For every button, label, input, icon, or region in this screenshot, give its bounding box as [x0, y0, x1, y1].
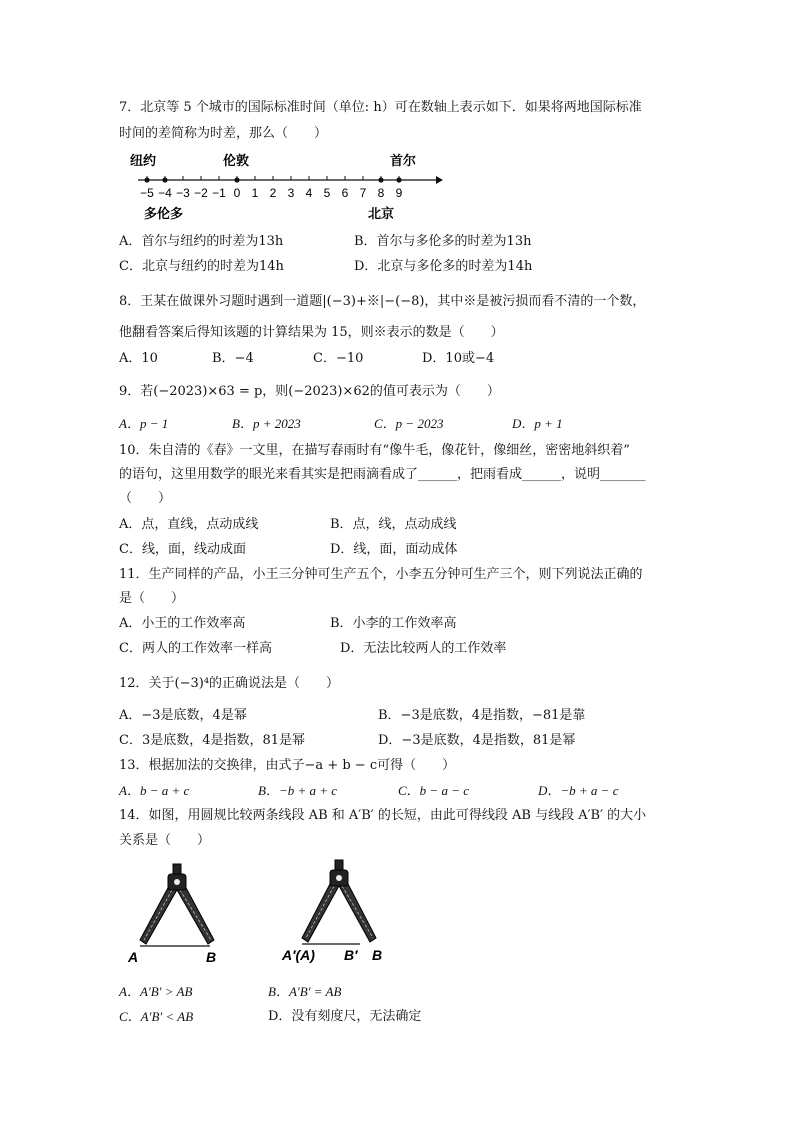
q11-stem-line1: 11．生产同样的产品，小王三分钟可生产五个，小李五分钟可生产三个，则下列说法正确的: [119, 567, 643, 582]
q7-option-a: A．首尔与纽约的时差为13h: [119, 234, 284, 249]
q14-option-a: A．A′B′ > AB: [119, 984, 193, 999]
q9-option-a: A．p − 1: [119, 416, 169, 431]
q9-option-d: D．p + 1: [512, 416, 563, 431]
q9-stem: 9．若(−2023)×63 = p，则(−2023)×62的值可表示为（ ）: [119, 384, 500, 399]
axis-tick-label: 0: [233, 186, 241, 200]
city-label-london: 伦敦: [223, 153, 250, 168]
city-label-beijing: 北京: [368, 206, 395, 221]
compass-figure-2: [280, 858, 390, 966]
q10-stem-line1: 10．朱自清的《春》一文里，在描写春雨时有“像牛毛，像花针，像细丝，密密地斜织着”: [119, 443, 630, 458]
point-london: [234, 177, 239, 182]
q12-option-a: A．−3是底数，4是幂: [119, 708, 247, 723]
q10-option-c: C．线，面，线动成面: [119, 542, 246, 557]
q13-option-d: D．−b + a − c: [538, 783, 619, 798]
q8-stem-line1: 8．王某在做课外习题时遇到一道题|(−3)+※|−(−8)，其中※是被污损而看不清的一个数，: [119, 294, 646, 309]
q12-option-b: B．−3是底数，4是指数，−81是靠: [378, 708, 586, 723]
q14-stem-line1: 14．如图，用圆规比较两条线段 AB 和 A′B′ 的长短，由此可得线段 AB 与线段 A′B′ 的大小: [119, 808, 647, 823]
q8-option-c: C．−10: [313, 351, 364, 366]
q8-option-d: D．10或−4: [422, 351, 495, 366]
compass-screw: [336, 875, 342, 881]
city-label-seoul: 首尔: [390, 153, 417, 168]
q14-stem-line2: 关系是（ ）: [119, 833, 211, 848]
q12-option-c: C．3是底数，4是指数，81是幂: [119, 733, 306, 748]
q7-stem-line2: 时间的差简称为时差，那么（ ）: [119, 126, 328, 141]
fig1-label-b: B: [206, 949, 217, 965]
axis-tick-label: 3: [287, 186, 295, 200]
fig2-label-b: B: [372, 947, 383, 963]
q13-option-b: B．−b + a + c: [258, 783, 338, 798]
axis-tick-label: −1: [212, 186, 226, 200]
compass-handle: [335, 860, 343, 870]
axis-tick-label: 6: [341, 186, 349, 200]
fig2-label-b-prime: B′: [344, 947, 358, 963]
q7-option-b: B．首尔与多伦多的时差为13h: [354, 234, 532, 249]
fig2-label-a-prime: A′(A): [282, 947, 315, 963]
axis-tick-label: −4: [158, 186, 172, 200]
axis-tick-label: 9: [395, 186, 403, 200]
axis-tick-label: −3: [176, 186, 190, 200]
city-label-toronto: 多伦多: [144, 206, 184, 221]
q14-option-d: D．没有刻度尺，无法确定: [268, 1009, 422, 1024]
q10-stem-line2: 的语句，这里用数学的眼光来看其实是把雨滴看成了______，把雨看成______，说明_______: [119, 467, 646, 482]
q11-option-a: A．小王的工作效率高: [119, 616, 246, 631]
q8-option-b: B．−4: [212, 351, 254, 366]
compass-right-leg: [176, 884, 214, 944]
city-label-newyork: 纽约: [130, 153, 157, 168]
point-newyork: [144, 177, 149, 182]
axis-tick-label: 2: [269, 186, 277, 200]
point-seoul: [396, 177, 401, 182]
q12-stem: 12．关于(−3)⁴的正确说法是（ ）: [119, 676, 340, 691]
q8-stem-line2: 他翻看答案后得知该题的计算结果为 15，则※表示的数是（ ）: [119, 325, 504, 340]
q14-option-b: B．A′B′ = AB: [268, 984, 342, 999]
q13-option-a: A．b − a + c: [119, 783, 190, 798]
axis-tick-label: 8: [377, 186, 385, 200]
q10-option-d: D．线，面，面动成体: [330, 542, 458, 557]
q9-option-b: B．p + 2023: [232, 416, 301, 431]
q10-option-b: B．点，线，点动成线: [330, 517, 457, 532]
axis-tick-label: −2: [194, 186, 208, 200]
q7-stem-line1: 7．北京等 5 个城市的国际标准时间（单位: h）可在数轴上表示如下．如果将两地国际标准: [119, 100, 642, 115]
q11-option-b: B．小李的工作效率高: [330, 616, 457, 631]
q10-stem-line3: （ ）: [119, 491, 172, 506]
q7-option-d: D．北京与多伦多的时差为14h: [354, 259, 533, 274]
point-toronto: [162, 177, 167, 182]
q7-option-c: C．北京与纽约的时差为14h: [119, 259, 284, 274]
q13-stem: 13．根据加法的交换律，由式子−a + b − c可得（ ）: [119, 758, 456, 773]
q10-option-a: A．点，直线，点动成线: [119, 517, 259, 532]
q14-option-c: C．A′B′ < AB: [119, 1009, 194, 1024]
point-beijing: [378, 177, 383, 182]
q8-option-a: A．10: [119, 351, 158, 366]
axis-tick-label: −5: [140, 186, 154, 200]
compass-left-leg: [140, 884, 178, 944]
compass-right-leg: [338, 880, 376, 942]
axis-tick-label: 1: [251, 186, 259, 200]
compass-handle: [173, 864, 181, 874]
q13-option-c: C．b − a − c: [398, 783, 469, 798]
compass-screw: [174, 879, 180, 885]
q11-option-d: D．无法比较两人的工作效率: [340, 641, 507, 656]
compass-figure-1: [118, 860, 228, 968]
number-line-figure: [128, 150, 443, 224]
axis-tick-label: 4: [305, 186, 313, 200]
axis-tick-label: 5: [323, 186, 331, 200]
q12-option-d: D．−3是底数，4是指数，81是幂: [378, 733, 576, 748]
q9-option-c: C．p − 2023: [374, 416, 444, 431]
axis-arrow: [436, 176, 443, 184]
compass-left-leg: [302, 880, 340, 942]
fig1-label-a: A: [128, 949, 139, 965]
q11-option-c: C．两人的工作效率一样高: [119, 641, 272, 656]
q11-stem-line2: 是（ ）: [119, 591, 185, 606]
axis-tick-label: 7: [359, 186, 367, 200]
